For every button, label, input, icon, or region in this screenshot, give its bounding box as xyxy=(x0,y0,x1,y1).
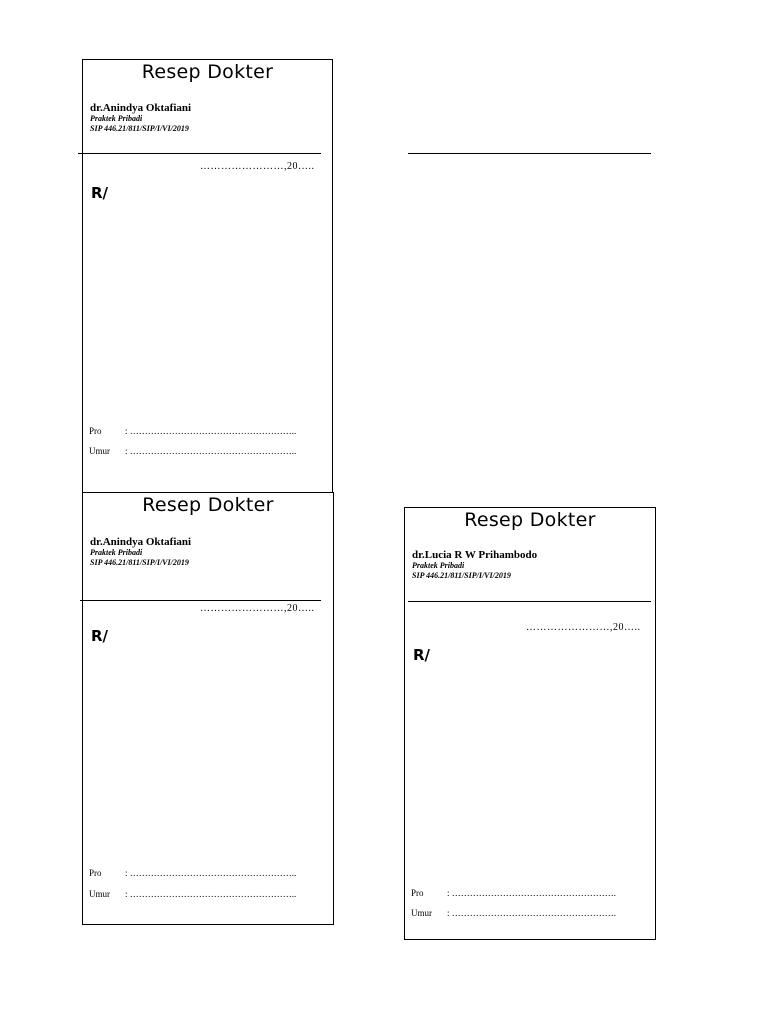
age-field xyxy=(411,908,616,918)
header-divider xyxy=(80,600,321,601)
date-line: ……………………,20….. xyxy=(526,622,641,633)
patient-label: Pro xyxy=(89,868,102,878)
practice-type: Praktek Pribadi xyxy=(90,548,143,557)
patient-blank: : ……………………………………………….. xyxy=(125,426,297,436)
header-divider xyxy=(408,601,651,602)
patient-field xyxy=(411,888,616,898)
age-blank: : ……………………………………………….. xyxy=(125,889,297,899)
rx-symbol: R/ xyxy=(91,184,109,202)
practice-type: Praktek Pribadi xyxy=(412,561,465,570)
practice-type: Praktek Pribadi xyxy=(90,114,143,123)
patient-label: Pro xyxy=(89,426,102,436)
license-number: SIP 446.21/811/SIP/I/VI/2019 xyxy=(412,571,511,580)
form-title: Resep Dokter xyxy=(464,509,596,531)
license-number: SIP 446.21/811/SIP/I/VI/2019 xyxy=(90,558,189,567)
age-blank: : ………………………………………………. xyxy=(447,908,617,918)
date-line: ……………………,20….. xyxy=(200,603,315,614)
form-title: Resep Dokter xyxy=(142,494,274,516)
form-title: Resep Dokter xyxy=(141,61,274,83)
age-label: Umur xyxy=(89,889,110,899)
age-label: Umur xyxy=(411,908,432,918)
prescription-form-2 xyxy=(82,492,334,925)
age-field xyxy=(89,446,296,456)
patient-field xyxy=(89,868,296,878)
age-blank: : ……………………………………………….. xyxy=(125,446,297,456)
patient-blank: : ……………………………………………….. xyxy=(125,868,297,878)
age-label: Umur xyxy=(89,446,110,456)
license-number: SIP 446.21/811/SIP/I/VI/2019 xyxy=(90,124,189,133)
doctor-name: dr.Lucia R W Prihambodo xyxy=(412,549,538,561)
patient-field xyxy=(89,426,296,436)
doctor-name: dr.Anindya Oktafiani xyxy=(90,102,192,114)
age-field xyxy=(89,889,296,899)
rx-symbol: R/ xyxy=(91,627,109,645)
doctor-name: dr.Anindya Oktafiani xyxy=(90,536,192,548)
patient-blank: : ………………………………………………. xyxy=(447,888,617,898)
date-line: ……………………,20….. xyxy=(200,161,315,172)
patient-label: Pro xyxy=(411,888,424,898)
header-divider xyxy=(408,153,651,154)
header-divider xyxy=(78,153,321,154)
prescription-form-3 xyxy=(404,507,656,940)
prescription-form-1 xyxy=(82,59,333,493)
rx-symbol: R/ xyxy=(413,646,431,664)
